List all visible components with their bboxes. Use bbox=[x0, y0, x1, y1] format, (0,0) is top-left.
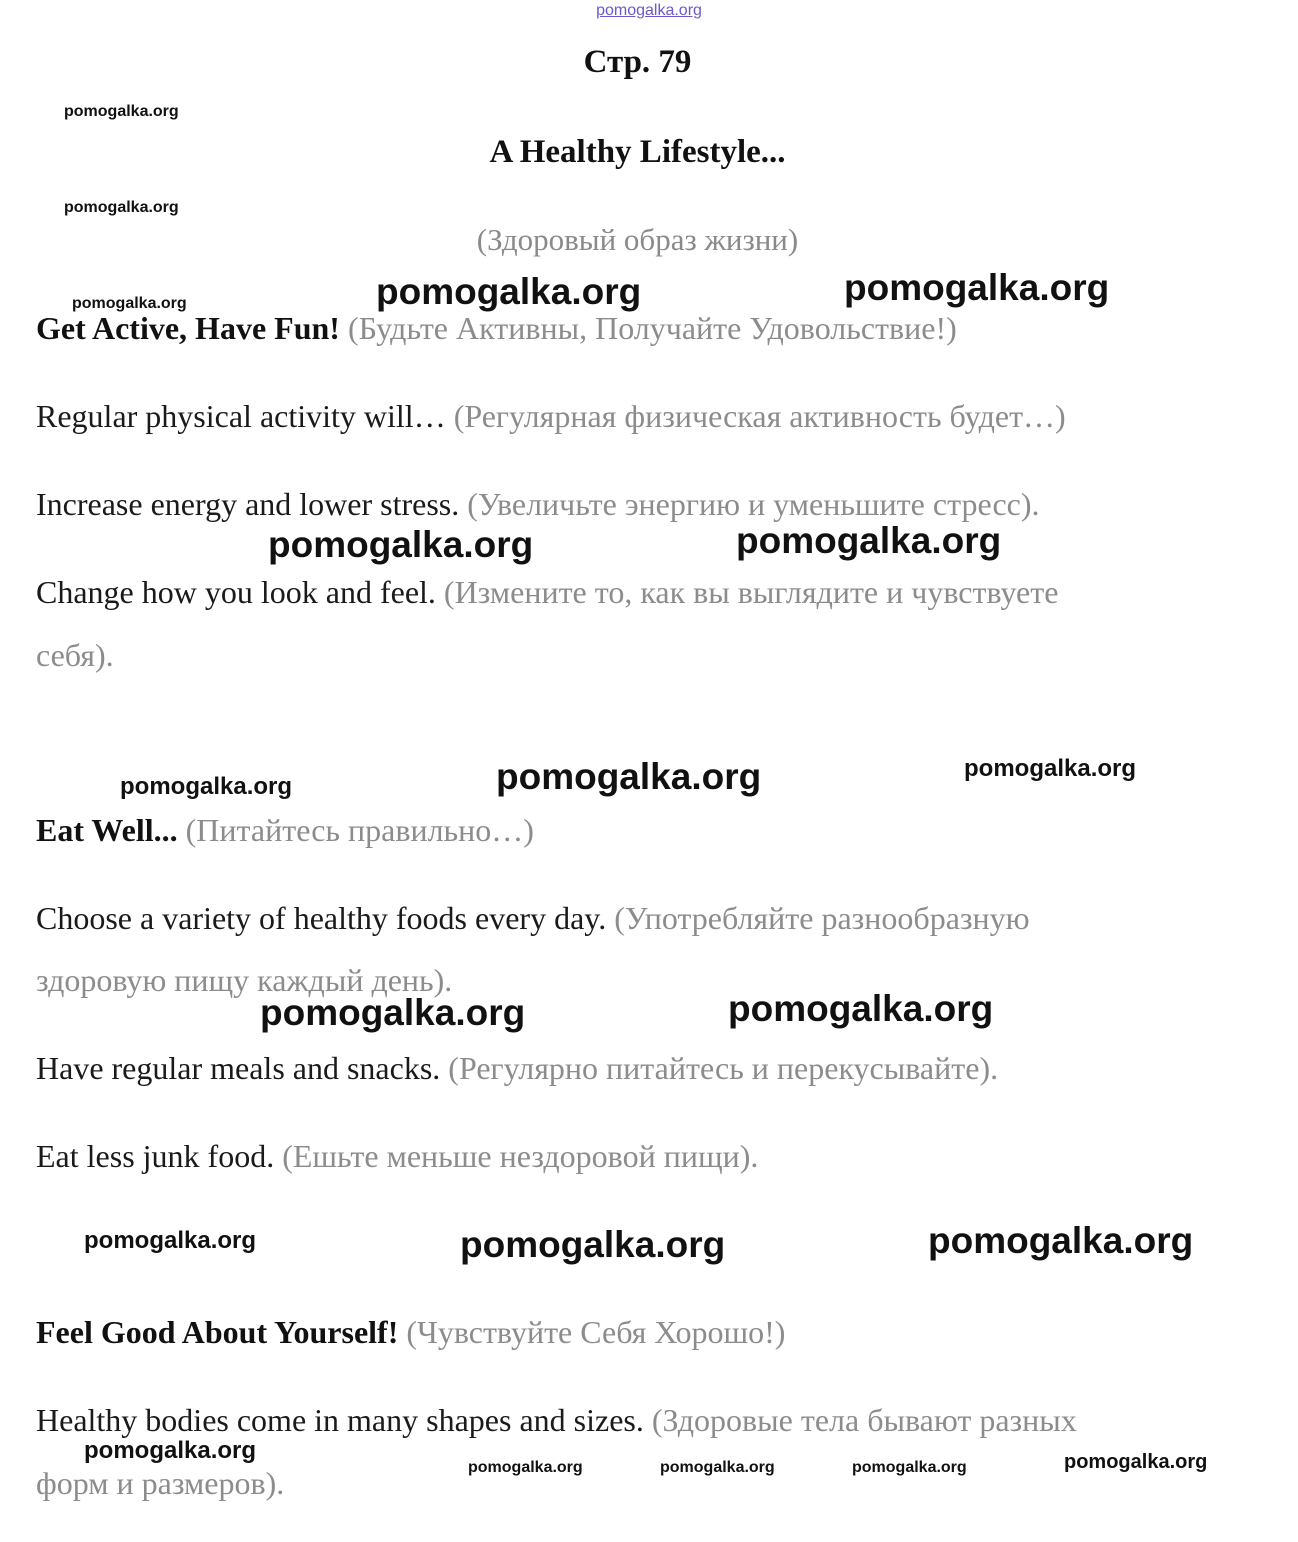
section-heading-feel-good bbox=[36, 1313, 785, 1351]
section-heading-eat-well bbox=[36, 811, 534, 849]
watermark: pomogalka.org bbox=[928, 1220, 1194, 1261]
text-line bbox=[36, 1049, 998, 1087]
watermark: pomogalka.org bbox=[268, 524, 534, 565]
watermark: pomogalka.org bbox=[728, 988, 994, 1029]
text-line-continuation bbox=[36, 636, 114, 674]
watermark: pomogalka.org bbox=[460, 1224, 726, 1265]
text-line bbox=[36, 485, 1040, 523]
watermark: pomogalka.org bbox=[852, 1459, 967, 1476]
watermark: pomogalka.org bbox=[120, 773, 293, 800]
heading-translation: (Чувствуйте Себя Хорошо!) bbox=[406, 1314, 786, 1350]
page-number: Стр. 79 bbox=[583, 44, 692, 80]
line-translation: (Ешьте меньше нездоровой пищи). bbox=[282, 1138, 759, 1174]
watermark: pomogalka.org bbox=[660, 1459, 775, 1476]
section-heading-get-active bbox=[36, 309, 957, 347]
site-link[interactable]: pomogalka.org bbox=[596, 2, 702, 19]
watermark: pomogalka.org bbox=[736, 520, 1002, 561]
line-english: Have regular meals and snacks. bbox=[36, 1050, 441, 1086]
line-translation: (Употребляйте разнообразную bbox=[614, 900, 1030, 936]
watermark: pomogalka.org bbox=[64, 103, 179, 120]
line-translation: форм и размеров). bbox=[36, 1465, 285, 1501]
watermark: pomogalka.org bbox=[468, 1459, 583, 1476]
document-title: A Healthy Lifestyle... bbox=[489, 134, 786, 170]
text-line bbox=[36, 573, 1058, 611]
watermark: pomogalka.org bbox=[496, 756, 762, 797]
text-line bbox=[36, 1137, 758, 1175]
line-translation: (Увеличьте энергию и уменьшите стресс). bbox=[467, 486, 1040, 522]
text-line bbox=[36, 899, 1030, 937]
text-line bbox=[36, 1401, 1077, 1439]
line-english: Regular physical activity will… bbox=[36, 398, 446, 434]
line-translation: (Регулярно питайтесь и перекусывайте). bbox=[448, 1050, 999, 1086]
watermark: pomogalka.org bbox=[64, 199, 179, 216]
line-translation: (Измените то, как вы выглядите и чувствуете bbox=[443, 574, 1059, 610]
watermark: pomogalka.org bbox=[260, 992, 526, 1033]
watermark: pomogalka.org bbox=[964, 755, 1137, 782]
watermark: pomogalka.org bbox=[84, 1227, 257, 1254]
text-line-continuation bbox=[36, 1464, 284, 1502]
watermark: pomogalka.org bbox=[376, 271, 642, 312]
watermark: pomogalka.org bbox=[1064, 1451, 1208, 1473]
line-english: Healthy bodies come in many shapes and sizes. bbox=[36, 1402, 644, 1438]
line-english: Choose a variety of healthy foods every day. bbox=[36, 900, 607, 936]
line-english: Increase energy and lower stress. bbox=[36, 486, 460, 522]
line-translation: (Регулярная физическая активность будет…) bbox=[453, 398, 1066, 434]
heading-translation: (Питайтесь правильно…) bbox=[185, 812, 534, 848]
heading-english: Get Active, Have Fun! bbox=[36, 310, 340, 346]
watermark: pomogalka.org bbox=[84, 1437, 257, 1464]
line-english: Eat less junk food. bbox=[36, 1138, 275, 1174]
heading-english: Eat Well... bbox=[36, 812, 178, 848]
line-translation: (Здоровые тела бывают разных bbox=[651, 1402, 1077, 1438]
line-english: Change how you look and feel. bbox=[36, 574, 436, 610]
document-subtitle: (Здоровый образ жизни) bbox=[476, 222, 799, 257]
heading-english: Feel Good About Yourself! bbox=[36, 1314, 399, 1350]
text-line bbox=[36, 397, 1066, 435]
heading-translation: (Будьте Активны, Получайте Удовольствие!) bbox=[347, 310, 957, 346]
line-translation: себя). bbox=[36, 637, 114, 673]
line-translation: здоровую пищу каждый день). bbox=[36, 962, 453, 998]
watermark: pomogalka.org bbox=[844, 267, 1110, 308]
watermark: pomogalka.org bbox=[72, 295, 187, 312]
